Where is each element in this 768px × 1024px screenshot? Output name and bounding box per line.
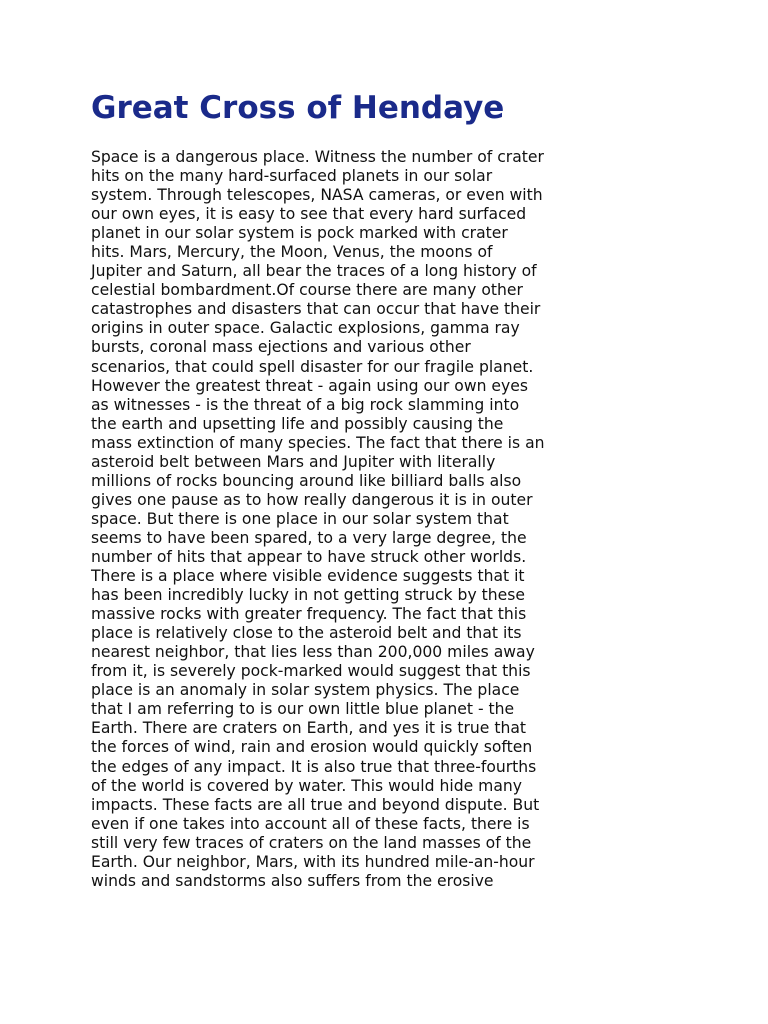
text-line: even if one takes into account all of these facts, there is xyxy=(91,814,530,833)
text-line: There is a place where visible evidence suggests that it xyxy=(91,567,525,586)
text-line: hits on the many hard-surfaced planets in our solar xyxy=(91,167,493,186)
text-line: scenarios, that could spell disaster for our fragile planet. xyxy=(91,357,534,376)
text-line: space. But there is one place in our solar system that xyxy=(91,509,509,528)
text-line: place is an anomaly in solar system physics. The place xyxy=(91,681,520,700)
text-line: gives one pause as to how really dangerous it is in outer xyxy=(91,490,533,509)
body-paragraph xyxy=(91,148,631,891)
text-line: of the world is covered by water. This would hide many xyxy=(91,776,522,795)
text-line: hits. Mars, Mercury, the Moon, Venus, the moons of xyxy=(91,243,493,262)
text-line: winds and sandstorms also suffers from the erosive xyxy=(91,871,494,890)
text-line: the earth and upsetting life and possibly causing the xyxy=(91,414,504,433)
text-line: However the greatest threat - again using our own eyes xyxy=(91,376,528,395)
text-line: celestial bombardment.Of course there are many other xyxy=(91,281,523,300)
text-line: impacts. These facts are all true and beyond dispute. But xyxy=(91,795,540,814)
text-line: system. Through telescopes, NASA cameras, or even with xyxy=(91,186,543,205)
text-line: Earth. Our neighbor, Mars, with its hundred mile-an-hour xyxy=(91,852,535,871)
text-line: place is relatively close to the asteroid belt and that its xyxy=(91,624,522,643)
text-line: planet in our solar system is pock marked with crater xyxy=(91,224,508,243)
document-title: Great Cross of Hendaye xyxy=(91,90,505,126)
text-line: our own eyes, it is easy to see that every hard surfaced xyxy=(91,205,527,224)
text-line: has been incredibly lucky in not getting struck by these xyxy=(91,586,525,605)
text-line: mass extinction of many species. The fact that there is an xyxy=(91,433,545,452)
text-line: that I am referring to is our own little blue planet - the xyxy=(91,700,515,719)
text-line: massive rocks with greater frequency. The fact that this xyxy=(91,605,527,624)
text-line: origins in outer space. Galactic explosions, gamma ray xyxy=(91,319,520,338)
text-line: Space is a dangerous place. Witness the number of crater xyxy=(91,148,544,166)
text-line: Jupiter and Saturn, all bear the traces of a long history of xyxy=(91,262,537,281)
text-line: catastrophes and disasters that can occur that have their xyxy=(91,300,541,319)
text-line: as witnesses - is the threat of a big rock slamming into xyxy=(91,395,520,414)
text-line: seems to have been spared, to a very large degree, the xyxy=(91,528,527,547)
document-page xyxy=(91,88,631,891)
text-line: from it, is severely pock-marked would suggest that this xyxy=(91,662,531,681)
text-line: number of hits that appear to have struck other worlds. xyxy=(91,547,527,566)
text-line: Earth. There are craters on Earth, and yes it is true that xyxy=(91,719,527,738)
text-line: asteroid belt between Mars and Jupiter with literally xyxy=(91,452,496,471)
text-line: millions of rocks bouncing around like billiard balls also xyxy=(91,471,522,490)
text-line: the edges of any impact. It is also true that three-fourths xyxy=(91,757,537,776)
text-line: still very few traces of craters on the land masses of the xyxy=(91,833,532,852)
text-line: bursts, coronal mass ejections and various other xyxy=(91,338,471,357)
text-line: nearest neighbor, that lies less than 200,000 miles away xyxy=(91,643,535,662)
text-line: the forces of wind, rain and erosion would quickly soften xyxy=(91,738,533,757)
